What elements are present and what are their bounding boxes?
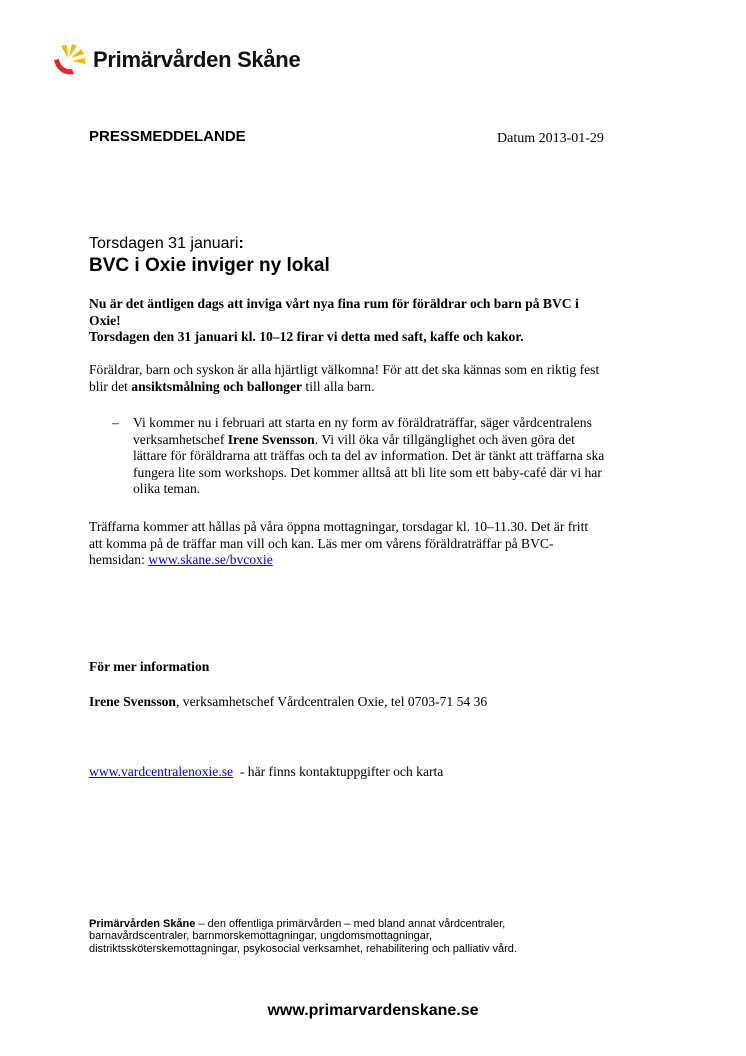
paragraph-line: Föräldrar, barn och syskon är alla hjärtligt välkomna! För att det ska kännas som en riktig fest	[89, 362, 600, 377]
text-span: . Vi vill öka vår tillgänglighet och även göra det	[314, 431, 575, 447]
about-organization	[89, 918, 609, 955]
lead-line: Torsdagen den 31 januari kl. 10–12 firar vi detta med saft, kaffe och kakor.	[89, 329, 524, 345]
headline: BVC i Oxie inviger ny lokal	[89, 255, 330, 276]
kicker-colon: :	[238, 235, 244, 252]
paragraph-line: att komma på de träffar man vill och kan. Läs mer om vårens föräldraträffar på BVC-	[89, 535, 554, 551]
quote-dash: –	[112, 415, 119, 430]
website-description: - här finns kontaktuppgifter och karta	[233, 764, 444, 779]
bold-text: ansiktsmålning och ballonger	[131, 378, 303, 394]
lead-line: Oxie!	[89, 312, 121, 328]
text-span: hemsidan:	[89, 552, 149, 568]
quote-line: olika teman.	[133, 481, 201, 497]
paragraph-welcome	[89, 362, 679, 395]
contact-name: Irene Svensson	[89, 694, 176, 709]
about-line: distriktssköterskemottagningar, psykosocial verksamhet, rehabilitering och palliativ vård.	[89, 942, 517, 955]
text-span: blir det	[89, 378, 132, 394]
quote-line: lättare för föräldrarna att träffas och ta del av information. Det är tänkt att träffarna ska	[133, 448, 605, 464]
sun-logo-icon	[52, 44, 90, 78]
brand-logo	[52, 44, 352, 80]
website-line	[89, 764, 443, 780]
quote-line: fungera lite som workshops. Det kommer alltså att bli lite som ett baby-café där vi har	[133, 464, 602, 480]
text-span: till alla barn.	[302, 378, 375, 394]
bold-text: Irene Svensson	[227, 431, 315, 447]
clinic-website-link[interactable]: www.vardcentralenoxie.se	[89, 764, 234, 779]
bvc-website-link[interactable]: www.skane.se/bvcoxie	[148, 552, 273, 568]
quote-line: Vi kommer nu i februari att starta en ny form av föräldraträffar, säger vårdcentralens	[133, 415, 592, 430]
quote-paragraph	[133, 415, 673, 498]
paragraph-meetings	[89, 519, 679, 569]
lead-line: Nu är det äntligen dags att inviga vårt nya fina rum för föräldrar och barn på BVC i	[89, 296, 579, 311]
quote-line	[133, 432, 673, 449]
paragraph-line: Träffarna kommer att hållas på våra öppna mottagningar, torsdagar kl. 10–11.30. Det är fritt	[89, 519, 589, 534]
paragraph-line	[89, 379, 679, 396]
contact-line	[89, 694, 487, 710]
organization-name: Primärvården Skåne	[89, 918, 196, 930]
press-release-label: PRESSMEDDELANDE	[89, 128, 246, 145]
text-span: – den offentliga primärvården – med bland annat vårdcentraler,	[195, 918, 506, 930]
kicker-text: Torsdagen 31 januari	[89, 235, 239, 252]
lead-paragraph	[89, 296, 659, 346]
about-line: barnavårdscentraler, barnmorskemottagningar, ungdomsmottagningar,	[89, 930, 433, 943]
paragraph-line	[89, 552, 679, 569]
text-span: verksamhetschef	[133, 431, 228, 447]
about-line	[89, 918, 609, 930]
contact-details: , verksamhetschef Vårdcentralen Oxie, tel 0703-71 54 36	[176, 694, 488, 709]
brand-name: Primärvården Skåne	[93, 47, 301, 72]
more-info-heading: För mer information	[89, 659, 210, 674]
release-date: Datum 2013-01-29	[497, 131, 604, 146]
kicker	[89, 235, 244, 253]
footer-website: www.primarvardenskane.se	[267, 1002, 479, 1019]
